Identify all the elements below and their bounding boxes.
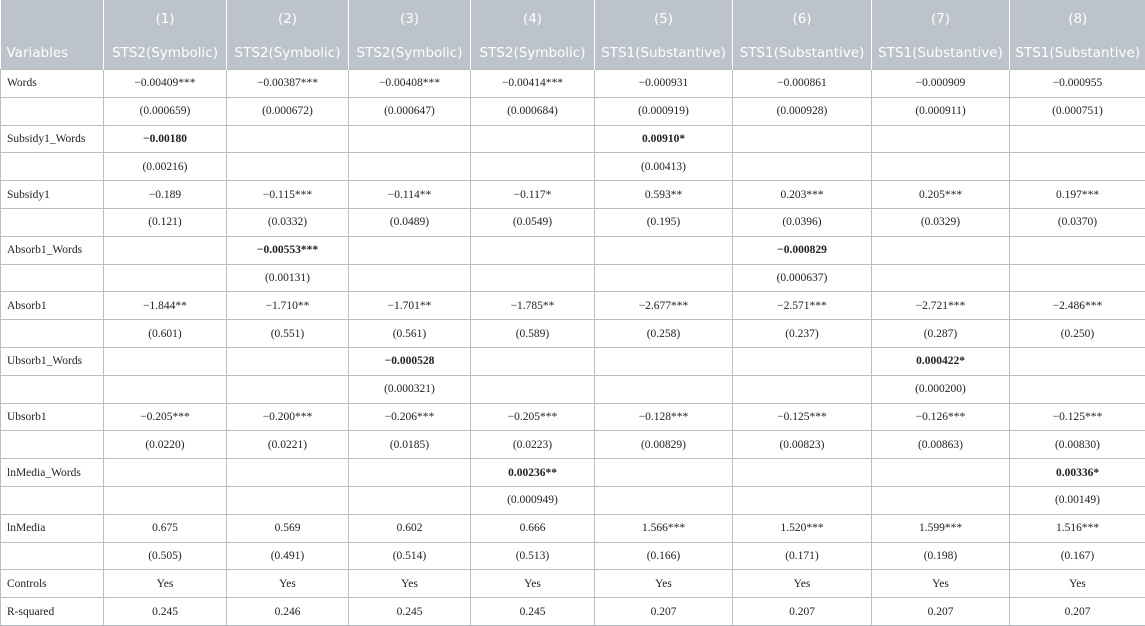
table-cell: (0.513) [471, 542, 595, 570]
table-cell: Yes [872, 570, 1010, 598]
column-number: (1) [104, 0, 227, 37]
table-cell [104, 264, 227, 292]
table-cell: (0.000659) [104, 97, 227, 125]
table-cell [471, 264, 595, 292]
variable-label [1, 542, 104, 570]
model-header: STS2(Symbolic) [471, 37, 595, 70]
table-cell: (0.237) [733, 320, 872, 348]
variable-label [1, 486, 104, 514]
table-cell: −1.710** [227, 292, 349, 320]
column-number: (4) [471, 0, 595, 37]
table-cell: (0.000911) [872, 97, 1010, 125]
variable-label [1, 431, 104, 459]
table-row [1, 514, 1145, 542]
table-cell: (0.000928) [733, 97, 872, 125]
table-cell: (0.000637) [733, 264, 872, 292]
table-cell: 0.203*** [733, 181, 872, 209]
table-cell: 1.520*** [733, 514, 872, 542]
table-cell: 1.516*** [1010, 514, 1145, 542]
table-cell: (0.601) [104, 320, 227, 348]
table-cell [227, 347, 349, 375]
table-cell [733, 153, 872, 181]
table-cell: −1.701** [349, 292, 471, 320]
table-cell [733, 459, 872, 487]
table-row [1, 570, 1145, 598]
column-number: (7) [872, 0, 1010, 37]
table-cell [349, 153, 471, 181]
table-cell [872, 264, 1010, 292]
column-number: (5) [595, 0, 733, 37]
table-cell [733, 375, 872, 403]
table-cell [104, 486, 227, 514]
table-cell: 0.675 [104, 514, 227, 542]
table-cell [595, 459, 733, 487]
table-cell [1010, 153, 1145, 181]
table-row [1, 598, 1145, 626]
table-cell: (0.000200) [872, 375, 1010, 403]
table-cell [1010, 375, 1145, 403]
table-cell: (0.0221) [227, 431, 349, 459]
table-cell: (0.00216) [104, 153, 227, 181]
table-cell: −0.00180 [104, 125, 227, 153]
table-cell: −0.125*** [733, 403, 872, 431]
variable-label [1, 153, 104, 181]
table-cell [1010, 125, 1145, 153]
table-cell: −0.117* [471, 181, 595, 209]
table-header [1, 0, 1145, 70]
table-cell: 0.00336* [1010, 459, 1145, 487]
table-cell: (0.0332) [227, 208, 349, 236]
table-cell: −2.571*** [733, 292, 872, 320]
variable-label: R-squared [1, 598, 104, 626]
table-cell: (0.505) [104, 542, 227, 570]
table-cell [104, 375, 227, 403]
table-cell: −0.206*** [349, 403, 471, 431]
table-cell [104, 347, 227, 375]
table-cell [595, 347, 733, 375]
table-cell: (0.00863) [872, 431, 1010, 459]
table-cell: (0.000949) [471, 486, 595, 514]
table-cell [471, 375, 595, 403]
table-cell [595, 264, 733, 292]
header-row-models [1, 37, 1145, 70]
table-cell: −0.000829 [733, 236, 872, 264]
table-cell: (0.000751) [1010, 97, 1145, 125]
table-cell: 0.245 [349, 598, 471, 626]
table-cell: (0.166) [595, 542, 733, 570]
table-cell: −0.189 [104, 181, 227, 209]
table-row [1, 459, 1145, 487]
table-row [1, 181, 1145, 209]
table-cell: Yes [733, 570, 872, 598]
table-cell [471, 236, 595, 264]
variables-header: Variables [1, 37, 104, 70]
table-row [1, 236, 1145, 264]
table-cell: (0.0549) [471, 208, 595, 236]
variable-label: Controls [1, 570, 104, 598]
table-cell: (0.000919) [595, 97, 733, 125]
table-row [1, 375, 1145, 403]
table-cell: −0.114** [349, 181, 471, 209]
table-cell: Yes [1010, 570, 1145, 598]
table-cell: 0.245 [471, 598, 595, 626]
table-cell: −0.128*** [595, 403, 733, 431]
table-cell [1010, 264, 1145, 292]
variable-label [1, 375, 104, 403]
table-row [1, 125, 1145, 153]
table-cell [104, 459, 227, 487]
table-cell: 0.00910* [595, 125, 733, 153]
table-cell: (0.00149) [1010, 486, 1145, 514]
table-cell [1010, 236, 1145, 264]
table-cell: 0.207 [595, 598, 733, 626]
table-cell: (0.551) [227, 320, 349, 348]
table-cell: Yes [471, 570, 595, 598]
table-cell: (0.00413) [595, 153, 733, 181]
table-cell: 0.197*** [1010, 181, 1145, 209]
table-cell [595, 375, 733, 403]
table-cell: (0.0329) [872, 208, 1010, 236]
table-cell: 0.666 [471, 514, 595, 542]
table-cell [595, 486, 733, 514]
variable-label [1, 320, 104, 348]
table-cell: 0.246 [227, 598, 349, 626]
variable-label: lnMedia [1, 514, 104, 542]
table-cell: −0.115*** [227, 181, 349, 209]
table-cell [349, 459, 471, 487]
table-cell: (0.00131) [227, 264, 349, 292]
table-cell: −2.721*** [872, 292, 1010, 320]
table-cell: −1.785** [471, 292, 595, 320]
table-cell: (0.198) [872, 542, 1010, 570]
table-cell: −0.00387*** [227, 70, 349, 98]
table-cell: −0.00409*** [104, 70, 227, 98]
table-cell: (0.0489) [349, 208, 471, 236]
table-cell: (0.0370) [1010, 208, 1145, 236]
variable-label: Absorb1_Words [1, 236, 104, 264]
table-cell: (0.195) [595, 208, 733, 236]
table-cell: −0.000931 [595, 70, 733, 98]
model-header: STS2(Symbolic) [349, 37, 471, 70]
variable-label [1, 208, 104, 236]
table-cell [1010, 347, 1145, 375]
table-cell [349, 236, 471, 264]
table-cell: −0.000909 [872, 70, 1010, 98]
table-cell: −0.000955 [1010, 70, 1145, 98]
table-cell: −0.126*** [872, 403, 1010, 431]
table-cell [595, 236, 733, 264]
table-cell: Yes [349, 570, 471, 598]
table-cell [872, 486, 1010, 514]
table-cell: Yes [227, 570, 349, 598]
table-row [1, 264, 1145, 292]
table-cell: 0.207 [1010, 598, 1145, 626]
table-cell: 0.245 [104, 598, 227, 626]
variable-label: Subsidy1_Words [1, 125, 104, 153]
variable-label: Ubsorb1 [1, 403, 104, 431]
table-cell: (0.000672) [227, 97, 349, 125]
table-cell: −0.00553*** [227, 236, 349, 264]
table-cell: 0.00236** [471, 459, 595, 487]
table-cell: Yes [104, 570, 227, 598]
table-cell: 0.569 [227, 514, 349, 542]
table-cell: (0.00823) [733, 431, 872, 459]
table-row [1, 431, 1145, 459]
table-cell: −2.486*** [1010, 292, 1145, 320]
model-header: STS1(Substantive) [595, 37, 733, 70]
table-cell: −0.00408*** [349, 70, 471, 98]
table-cell: −0.000528 [349, 347, 471, 375]
table-cell: 0.602 [349, 514, 471, 542]
table-cell: (0.00830) [1010, 431, 1145, 459]
table-cell [733, 347, 872, 375]
table-cell: (0.491) [227, 542, 349, 570]
table-cell: (0.000647) [349, 97, 471, 125]
table-cell: (0.258) [595, 320, 733, 348]
column-number: (8) [1010, 0, 1145, 37]
table-cell: −0.205*** [104, 403, 227, 431]
table-cell: (0.287) [872, 320, 1010, 348]
table-cell: −0.205*** [471, 403, 595, 431]
table-cell: (0.000684) [471, 97, 595, 125]
table-cell [349, 486, 471, 514]
table-cell: (0.589) [471, 320, 595, 348]
table-cell [227, 459, 349, 487]
table-cell: (0.0223) [471, 431, 595, 459]
table-cell: 0.000422* [872, 347, 1010, 375]
table-cell [471, 153, 595, 181]
variable-label: lnMedia_Words [1, 459, 104, 487]
variable-label: Words [1, 70, 104, 98]
table-cell: (0.250) [1010, 320, 1145, 348]
table-row [1, 542, 1145, 570]
table-cell [471, 347, 595, 375]
model-header: STS1(Substantive) [733, 37, 872, 70]
table-cell: −0.00414*** [471, 70, 595, 98]
table-row [1, 97, 1145, 125]
table-cell: (0.000321) [349, 375, 471, 403]
table-cell: −2.677*** [595, 292, 733, 320]
table-cell: 0.207 [733, 598, 872, 626]
table-cell [471, 125, 595, 153]
table-cell: −0.000861 [733, 70, 872, 98]
model-header: STS2(Symbolic) [104, 37, 227, 70]
table-row [1, 320, 1145, 348]
table-cell: 0.593** [595, 181, 733, 209]
table-cell [227, 486, 349, 514]
table-cell: Yes [595, 570, 733, 598]
column-number: (2) [227, 0, 349, 37]
table-cell: (0.167) [1010, 542, 1145, 570]
table-row [1, 486, 1145, 514]
table-cell: (0.171) [733, 542, 872, 570]
table-row [1, 403, 1145, 431]
variable-label: Ubsorb1_Words [1, 347, 104, 375]
variable-label: Absorb1 [1, 292, 104, 320]
table-cell: −0.200*** [227, 403, 349, 431]
header-corner [1, 0, 104, 37]
table-cell: 1.566*** [595, 514, 733, 542]
table-cell [872, 153, 1010, 181]
table-cell [872, 459, 1010, 487]
table-cell [733, 125, 872, 153]
table-cell: (0.121) [104, 208, 227, 236]
table-row [1, 347, 1145, 375]
column-number: (6) [733, 0, 872, 37]
table-cell [104, 236, 227, 264]
table-cell: −1.844** [104, 292, 227, 320]
table-cell [227, 125, 349, 153]
table-cell: (0.514) [349, 542, 471, 570]
table-body [1, 70, 1145, 626]
table-row [1, 208, 1145, 236]
variable-label [1, 97, 104, 125]
variable-label [1, 264, 104, 292]
model-header: STS1(Substantive) [872, 37, 1010, 70]
table-cell [349, 264, 471, 292]
table-cell [733, 486, 872, 514]
table-cell: (0.00829) [595, 431, 733, 459]
table-cell: −0.125*** [1010, 403, 1145, 431]
table-cell: 1.599*** [872, 514, 1010, 542]
table-row [1, 70, 1145, 98]
table-cell: (0.0185) [349, 431, 471, 459]
table-cell [227, 153, 349, 181]
table-cell: (0.0220) [104, 431, 227, 459]
table-cell [227, 375, 349, 403]
variable-label: Subsidy1 [1, 181, 104, 209]
table-row [1, 153, 1145, 181]
table-cell [872, 125, 1010, 153]
table-cell: (0.561) [349, 320, 471, 348]
table-cell: (0.0396) [733, 208, 872, 236]
table-cell [872, 236, 1010, 264]
table-cell: 0.205*** [872, 181, 1010, 209]
column-number: (3) [349, 0, 471, 37]
model-header: STS2(Symbolic) [227, 37, 349, 70]
table-cell: 0.207 [872, 598, 1010, 626]
table-cell [349, 125, 471, 153]
table-row [1, 292, 1145, 320]
header-row-numbers [1, 0, 1145, 37]
model-header: STS1(Substantive) [1010, 37, 1145, 70]
